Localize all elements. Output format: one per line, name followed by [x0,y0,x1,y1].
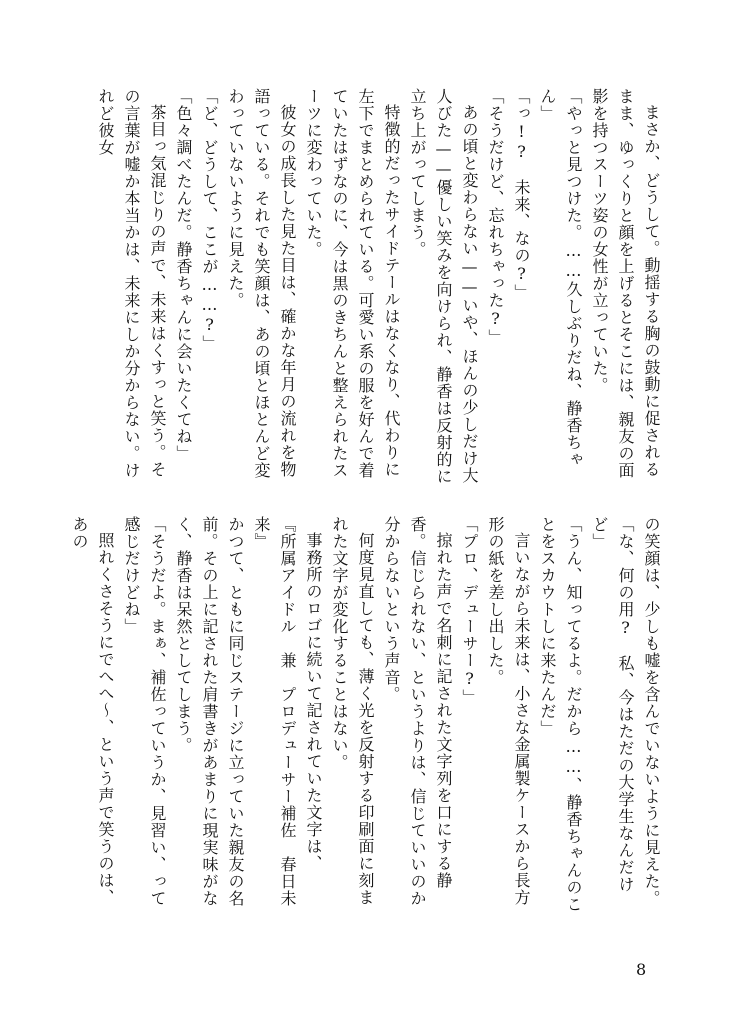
dialogue-line: 「プロ、デューサー?」 [460,516,479,706]
dialogue-line: 「色々調べたんだ。静香ちゃんに会いたくてね」 [174,88,193,462]
paragraph: かつて、ともに同じステージに立っていた親友の名前。その上に記された肩書きがあまりに現実味がなく、静香は呆然としてしまう。 [174,516,245,907]
dialogue-line: 「そうだよ。まぁ、補佐っていうか、見習い、って感じだけどね」 [122,516,167,907]
paragraph: 彼女の成長した見た目は、確かな年月の流れを物語っている。それでも笑顔は、あの頃とほとんど変わっていないように見えた。 [226,88,297,479]
dialogue-line: 「うん、知ってるよ。だから……、静香ちゃんのことをスカウトしに来たんだ」 [538,516,583,913]
paragraph: の笑顔は、少しも嘘を含んでいないように見えた。 [642,516,661,907]
text-block-top [96,88,664,488]
dialogue-line: 「やっと見つけた。……久しぶりだね、静香ちゃん」 [538,88,583,468]
paragraph: あの頃と変わらない——いや、ほんの少しだけ大人びた——優しい笑みを向けられ、静香は反射的に立ち上がってしまう。 [408,88,479,485]
dialogue-line: 「ど、どうして、ここが……?」 [200,88,219,352]
paragraph: まさか、どうして。動揺する胸の鼓動に促されるまま、ゆっくりと顔を上げるとそこには、親友の面影を持つスーツ姿の女性が立っていた。 [590,88,661,479]
text-block-bottom [70,516,664,916]
paragraph: 何度見直しても、薄く光を反射する印刷面に刻まれた文字が変化することはない。 [330,516,375,906]
paragraph: 掠れた声で名刺に記された文字列を口にする静香。信じられない、というよりは、信じていいのか分からないという声音。 [382,516,453,907]
page-number: 8 [636,960,647,979]
dialogue-line: 「そうだけど、忘れちゃった?」 [486,88,505,346]
dialogue-line: 「な、何の用? 私、今はただの大学生なんだけど」 [590,516,635,893]
business-card-text: 『所属アイドル 兼 プロデューサー補佐 春日未来』 [252,516,297,907]
paragraph: 照れくさそうにでへへ〜、という声で笑うのは、あの [70,516,115,906]
dialogue-line: 「っ!? 未来、なの?」 [512,88,531,301]
paragraph: 言いながら未来は、小さな金属製ケースから長方形の紙を差し出した。 [486,516,531,906]
paragraph: 事務所のロゴに続いて記されていた文字は、 [304,532,323,872]
paragraph: 茶目っ気混じりの声で、未来はくすっと笑う。その言葉が嘘か本当かは、未来にしか分からない。けれど彼女 [96,88,167,479]
paragraph: 特徴的だったサイドテールはなくなり、代わりに左下でまとめられている。可愛い系の服を好んで着ていたはずなのに、今は黒のきちんと整えられたスーツに変わっていた。 [304,88,401,479]
